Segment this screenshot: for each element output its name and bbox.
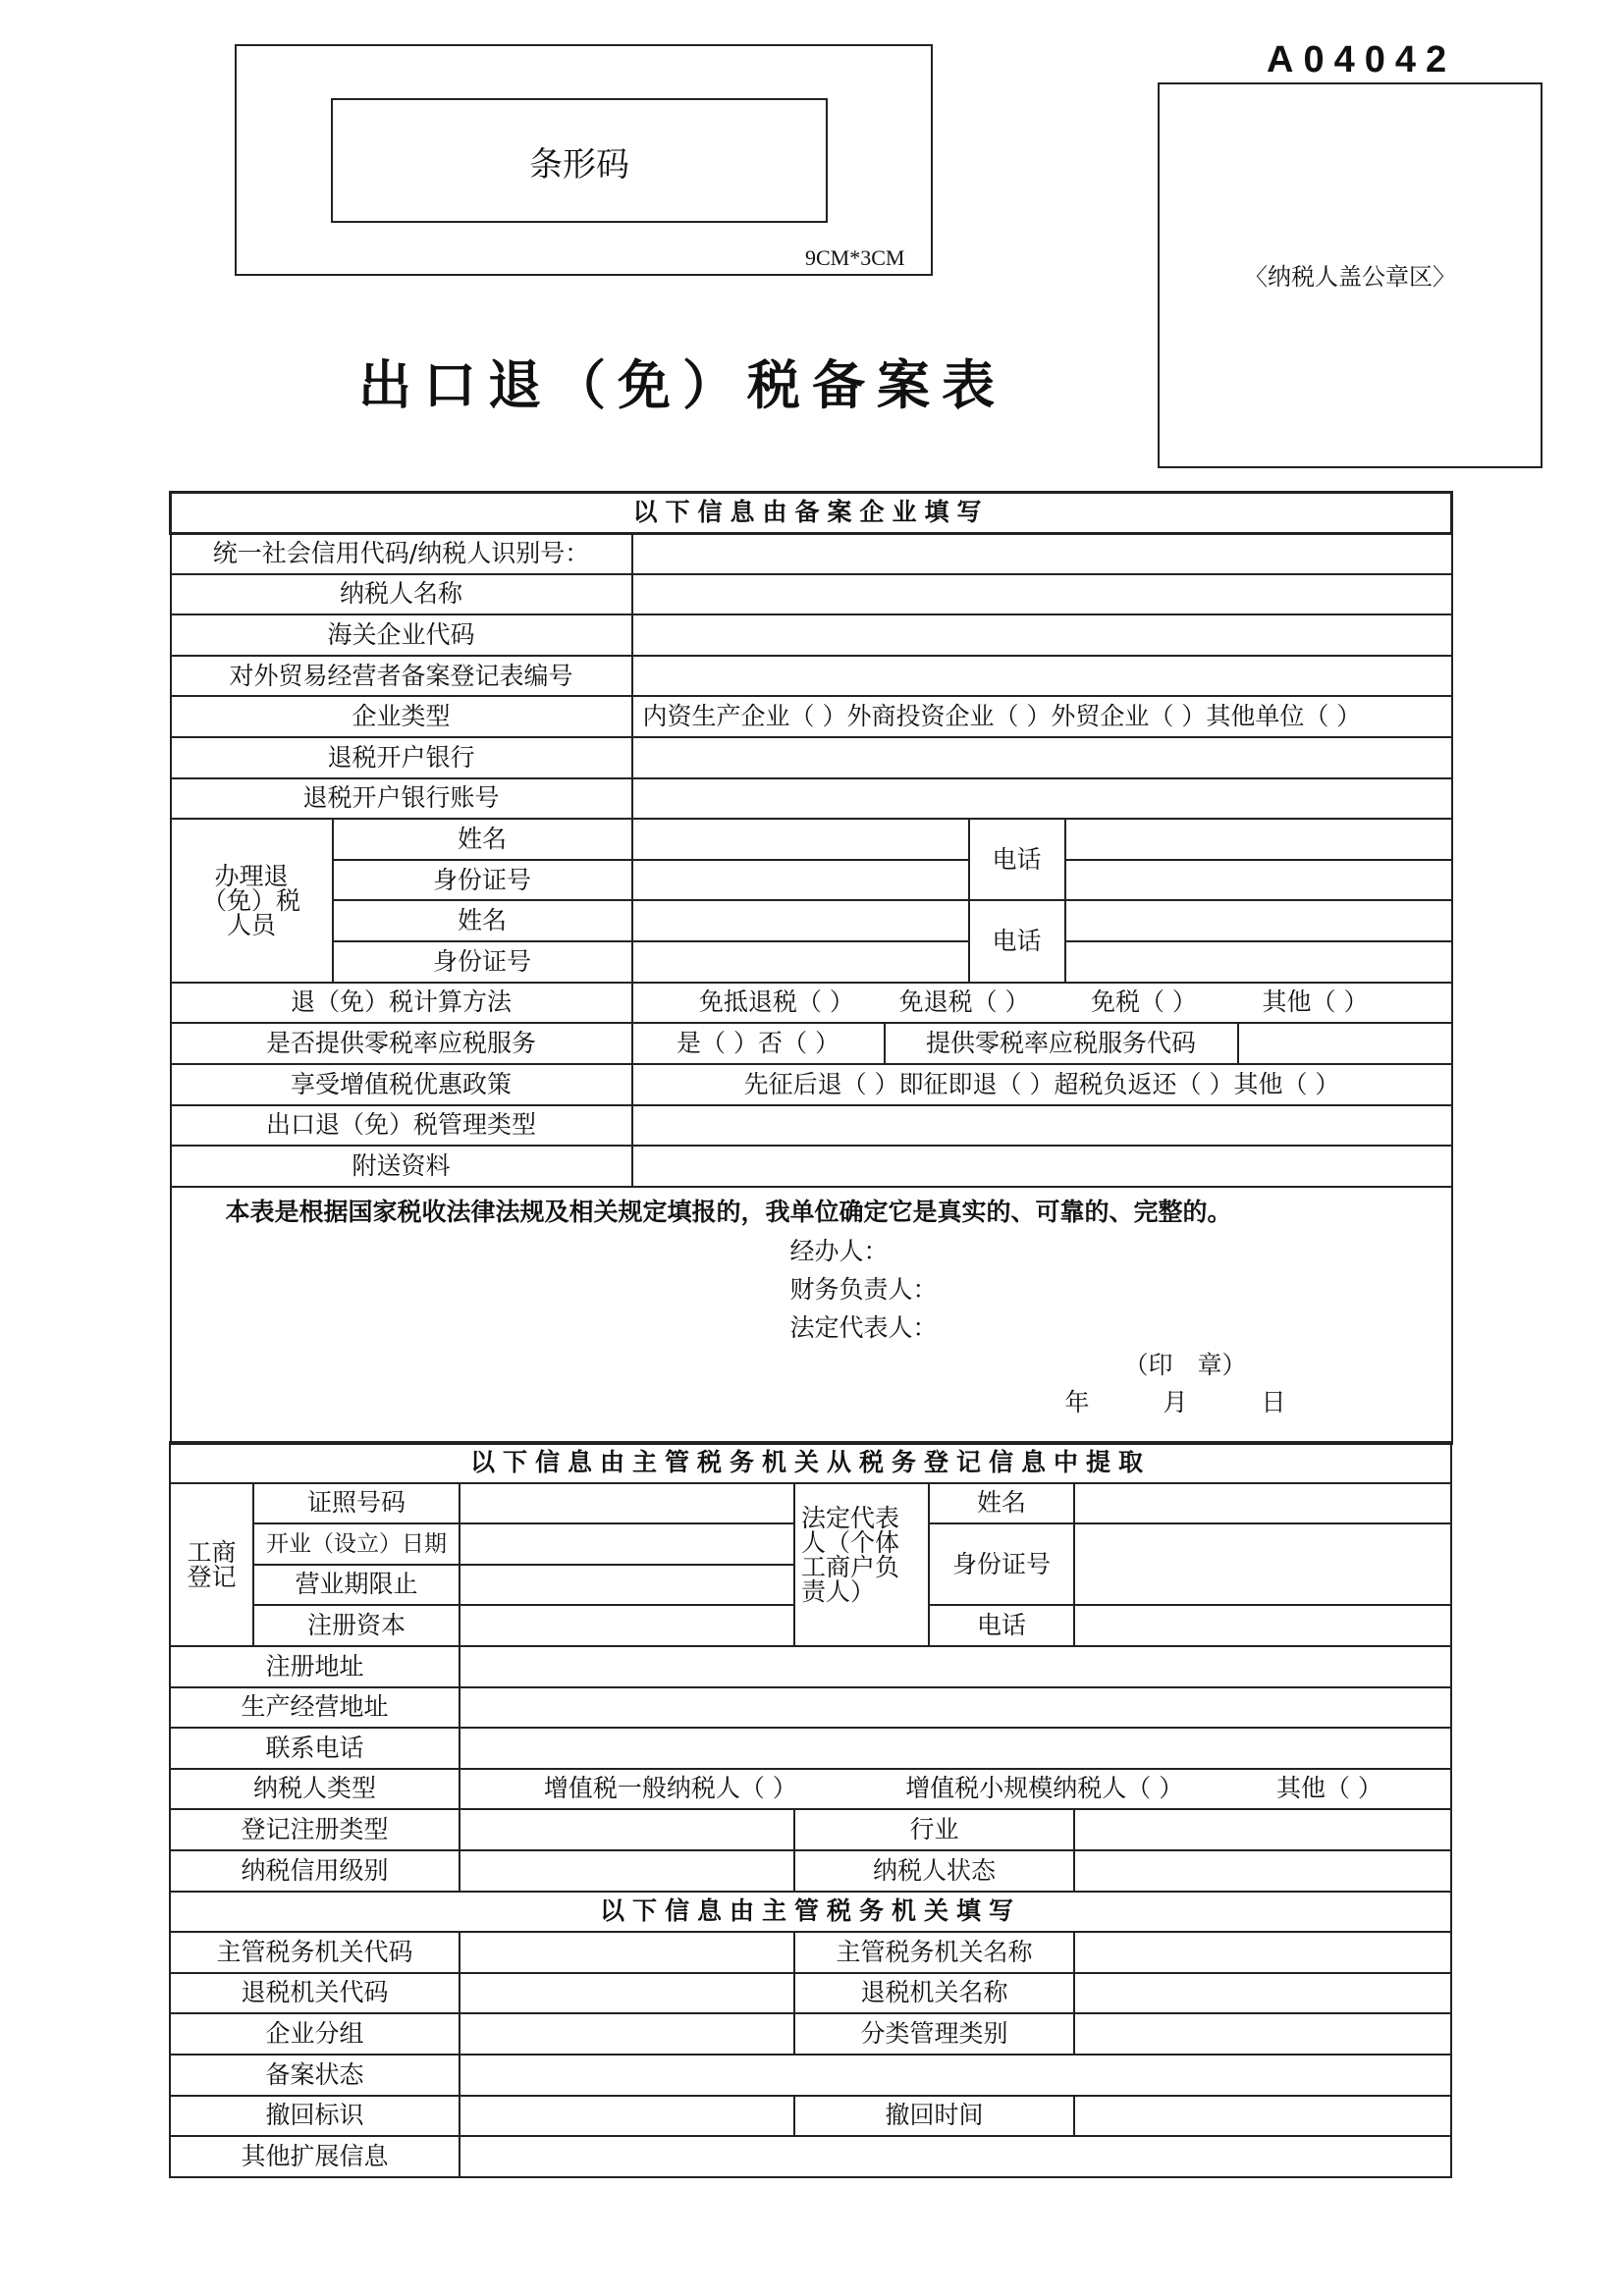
legal-rep-name-label: 姓名: [929, 1483, 1074, 1524]
calc-option-exempt-credit-refund[interactable]: 免抵退税（ ）: [698, 988, 854, 1017]
taxpayer-status-label: 纳税人状态: [794, 1850, 1074, 1892]
biz-reg-group-label: 工商登记: [170, 1483, 253, 1646]
reg-address-field[interactable]: [460, 1646, 1451, 1687]
withdraw-time-label: 撤回时间: [794, 2096, 1074, 2137]
mgmt-type-field[interactable]: [632, 1105, 1452, 1147]
other-info-label: 其他扩展信息: [170, 2136, 460, 2177]
handler1-phone-field-b[interactable]: [1065, 860, 1452, 901]
term-end-label: 营业期限止: [253, 1565, 460, 1606]
legal-rep-group-label: 法定代表人（个体工商户负责人）: [794, 1483, 929, 1646]
legal-rep-id-label: 身份证号: [929, 1523, 1074, 1605]
finance-head-signature-label: 财务负责人：: [789, 1275, 938, 1304]
open-date-field[interactable]: [460, 1523, 794, 1565]
authority-name-label: 主管税务机关名称: [794, 1932, 1074, 1973]
handler2-id-label: 身份证号: [333, 941, 632, 983]
declaration-block: [171, 1187, 1452, 1444]
legal-rep-signature-label: 法定代表人：: [789, 1313, 938, 1342]
zero-rate-code-field[interactable]: [1239, 1024, 1451, 1063]
contact-phone-label: 联系电话: [170, 1728, 460, 1769]
calc-method-options[interactable]: [632, 983, 1452, 1024]
refund-authority-name-label: 退税机关名称: [794, 1973, 1074, 2014]
handler1-phone-field-a[interactable]: [1065, 819, 1452, 860]
legal-rep-phone-field[interactable]: [1074, 1605, 1451, 1646]
reg-address-label: 注册地址: [170, 1646, 460, 1687]
refund-authority-name-field[interactable]: [1074, 1973, 1451, 2014]
handler2-phone-field-a[interactable]: [1065, 900, 1452, 941]
legal-rep-name-field[interactable]: [1074, 1483, 1451, 1524]
reg-capital-field[interactable]: [460, 1605, 794, 1646]
handler2-id-field[interactable]: [632, 941, 969, 983]
refund-bank-label: 退税开户银行: [171, 737, 632, 778]
section2-heading: 以下信息由主管税务机关从税务登记信息中提取: [170, 1442, 1451, 1483]
barcode-size-note: 9CM*3CM: [805, 245, 905, 270]
credit-level-label: 纳税信用级别: [170, 1850, 460, 1892]
trade-record-no-field[interactable]: [632, 656, 1452, 697]
refund-account-field[interactable]: [632, 778, 1452, 820]
trade-record-no-label: 对外贸易经营者备案登记表编号: [171, 656, 632, 697]
enterprise-group-label: 企业分组: [170, 2013, 460, 2055]
biz-address-label: 生产经营地址: [170, 1687, 460, 1729]
reg-type-label: 登记注册类型: [170, 1809, 460, 1850]
calc-option-exempt-refund[interactable]: 免退税（ ）: [898, 988, 1030, 1017]
handler-group-label: 办理退（免）税人员: [171, 819, 333, 982]
other-info-field[interactable]: [460, 2136, 1451, 2177]
credit-code-label: 统一社会信用代码/纳税人识别号：: [171, 533, 632, 574]
seal-note: （印 章）: [1123, 1351, 1247, 1379]
seal-area-label: 〈纳税人盖公章区〉: [1244, 263, 1456, 291]
section1-heading: 以下信息由备案企业填写: [171, 493, 1452, 534]
handler1-name-label: 姓名: [333, 819, 632, 860]
refund-bank-field[interactable]: [632, 737, 1452, 778]
legal-rep-phone-label: 电话: [929, 1605, 1074, 1646]
license-no-label: 证照号码: [253, 1483, 460, 1524]
reg-capital-label: 注册资本: [253, 1605, 460, 1646]
reg-type-field[interactable]: [460, 1809, 794, 1850]
authority-name-field[interactable]: [1074, 1932, 1451, 1973]
form-code: A04042: [1267, 39, 1457, 80]
calc-option-exempt[interactable]: 免税（ ）: [1090, 988, 1197, 1017]
industry-field[interactable]: [1074, 1809, 1451, 1850]
handler1-id-field[interactable]: [632, 860, 969, 901]
section1-table: [169, 491, 1453, 1445]
calc-option-other[interactable]: 其他（ ）: [1262, 988, 1369, 1017]
vat-policy-options[interactable]: 先征后退（ ）即征即退（ ）超税负返还（ ）其他（ ）: [632, 1064, 1452, 1105]
authority-code-label: 主管税务机关代码: [170, 1932, 460, 1973]
taxpayer-name-field[interactable]: [632, 574, 1452, 615]
handler2-phone-label: 电话: [969, 900, 1065, 982]
mgmt-category-field[interactable]: [1074, 2013, 1451, 2055]
zero-rate-service-label: 是否提供零税率应税服务: [171, 1023, 632, 1064]
withdraw-flag-field[interactable]: [460, 2096, 794, 2137]
contact-phone-field[interactable]: [460, 1728, 1451, 1769]
section3-heading: 以下信息由主管税务机关填写: [170, 1892, 1451, 1933]
calc-method-label: 退（免）税计算方法: [171, 983, 632, 1024]
mgmt-type-label: 出口退（免）税管理类型: [171, 1105, 632, 1147]
license-no-field[interactable]: [460, 1483, 794, 1524]
authority-code-field[interactable]: [460, 1932, 794, 1973]
enterprise-group-field[interactable]: [460, 2013, 794, 2055]
taxpayer-status-field[interactable]: [1074, 1850, 1451, 1892]
zero-rate-row: [632, 1023, 1452, 1064]
refund-authority-code-label: 退税机关代码: [170, 1973, 460, 2014]
taxpayer-type-options[interactable]: [460, 1769, 1451, 1810]
open-date-label: 开业（设立）日期: [253, 1523, 460, 1565]
handler1-name-field[interactable]: [632, 819, 969, 860]
handler2-name-field[interactable]: [632, 900, 969, 941]
taxpayer-type-general[interactable]: 增值税一般纳税人（ ）: [543, 1774, 797, 1803]
handler2-phone-field-b[interactable]: [1065, 941, 1452, 983]
refund-account-label: 退税开户银行账号: [171, 778, 632, 820]
section2-table: [169, 1441, 1452, 2178]
handler-signature-label: 经办人：: [789, 1237, 889, 1265]
legal-rep-id-field[interactable]: [1074, 1523, 1451, 1605]
biz-address-field[interactable]: [460, 1687, 1451, 1729]
term-end-field[interactable]: [460, 1565, 794, 1606]
handler1-phone-label: 电话: [969, 819, 1065, 900]
attachments-label: 附送资料: [171, 1146, 632, 1187]
zero-rate-code-label: 提供零税率应税服务代码: [886, 1024, 1239, 1063]
handler2-name-label: 姓名: [333, 900, 632, 941]
page-title: 出口退（免）税备案表: [358, 354, 1006, 416]
enterprise-type-label: 企业类型: [171, 696, 632, 737]
taxpayer-type-label: 纳税人类型: [170, 1769, 460, 1810]
filing-status-field[interactable]: [460, 2055, 1451, 2096]
zero-rate-options[interactable]: 是（ ）否（ ）: [633, 1024, 886, 1063]
refund-authority-code-field[interactable]: [460, 1973, 794, 2014]
barcode-area-bottom-border: [235, 274, 933, 276]
barcode-label: 条形码: [529, 145, 629, 185]
date-line: 年 月 日: [1064, 1388, 1286, 1416]
filing-status-label: 备案状态: [170, 2055, 460, 2096]
mgmt-category-label: 分类管理类别: [794, 2013, 1074, 2055]
customs-code-label: 海关企业代码: [171, 614, 632, 656]
taxpayer-name-label: 纳税人名称: [171, 574, 632, 615]
attachments-field[interactable]: [632, 1146, 1452, 1187]
enterprise-type-options[interactable]: 内资生产企业（ ）外商投资企业（ ）外贸企业（ ）其他单位（ ）: [632, 696, 1452, 737]
taxpayer-type-small-scale[interactable]: 增值税小规模纳税人（ ）: [905, 1774, 1184, 1803]
credit-level-field[interactable]: [460, 1850, 794, 1892]
withdraw-time-field[interactable]: [1074, 2096, 1451, 2137]
withdraw-flag-label: 撤回标识: [170, 2096, 460, 2137]
handler1-id-label: 身份证号: [333, 860, 632, 901]
industry-label: 行业: [794, 1809, 1074, 1850]
taxpayer-type-other[interactable]: 其他（ ）: [1275, 1774, 1382, 1803]
credit-code-field[interactable]: [632, 533, 1452, 574]
vat-policy-label: 享受增值税优惠政策: [171, 1064, 632, 1105]
customs-code-field[interactable]: [632, 614, 1452, 656]
declaration-statement: 本表是根据国家税收法律法规及相关规定填报的，我单位确定它是真实的、可靠的、完整的。: [225, 1198, 1232, 1226]
